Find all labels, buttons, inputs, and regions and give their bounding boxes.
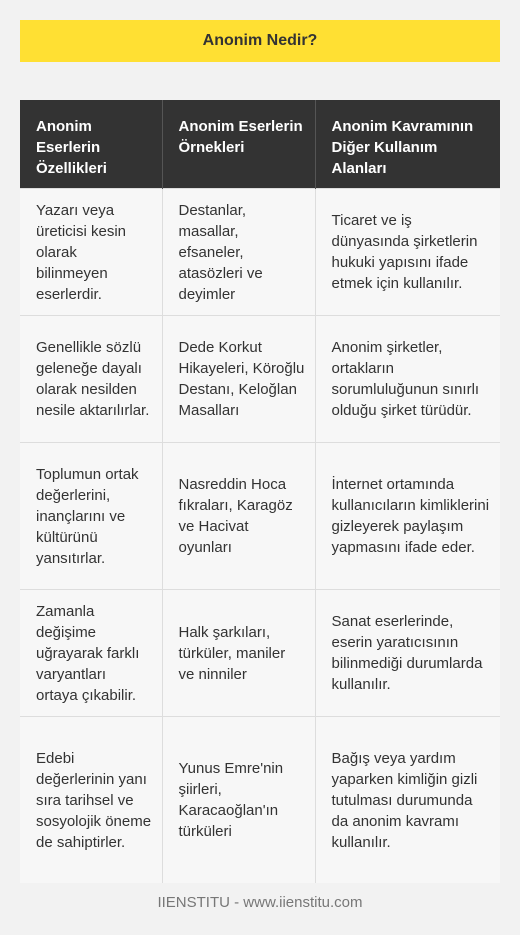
footer-credit: IIENSTITU - www.iienstitu.com bbox=[157, 894, 363, 911]
table-header-row bbox=[20, 100, 500, 189]
page-title: Anonim Nedir? bbox=[20, 20, 500, 62]
table-cell: Zamanla değişime uğrayarak farklı varyantları ortaya çıkabilir. bbox=[20, 590, 162, 717]
table-cell: Sanat eserlerinde, eserin yaratıcısının bilinmediği durumlarda kullanılır. bbox=[315, 590, 500, 717]
column-header-examples: Anonim Eserlerin Örnekleri bbox=[162, 100, 315, 189]
table-cell: Yunus Emre'nin şiirleri, Karacaoğlan'ın türküleri bbox=[162, 717, 315, 884]
table-cell: Genellikle sözlü geleneğe dayalı olarak nesilden nesile aktarılırlar. bbox=[20, 316, 162, 443]
table-row bbox=[20, 316, 500, 443]
table-row bbox=[20, 717, 500, 884]
table-row bbox=[20, 443, 500, 590]
table-cell: Toplumun ortak değerlerini, inançlarını ve kültürünü yansıtırlar. bbox=[20, 443, 162, 590]
table-cell: Dede Korkut Hikayeleri, Köroğlu Destanı, Keloğlan Masalları bbox=[162, 316, 315, 443]
table-row bbox=[20, 590, 500, 717]
table-cell: Halk şarkıları, türküler, maniler ve ninniler bbox=[162, 590, 315, 717]
table-cell: Anonim şirketler, ortakların sorumluluğunun sınırlı olduğu şirket türüdür. bbox=[315, 316, 500, 443]
table-cell: Ticaret ve iş dünyasında şirketlerin hukuki yapısını ifade etmek için kullanılır. bbox=[315, 189, 500, 316]
info-table bbox=[20, 100, 500, 883]
table-cell: İnternet ortamında kullanıcıların kimliklerini gizleyerek paylaşım yapmasını ifade eder. bbox=[315, 443, 500, 590]
table-cell: Nasreddin Hoca fıkraları, Karagöz ve Hacivat oyunları bbox=[162, 443, 315, 590]
column-header-other-uses: Anonim Kavramının Diğer Kullanım Alanları bbox=[315, 100, 500, 189]
column-header-features: Anonim Eserlerin Özellikleri bbox=[20, 100, 162, 189]
table-cell: Yazarı veya üreticisi kesin olarak bilinmeyen eserlerdir. bbox=[20, 189, 162, 316]
table-cell: Edebi değerlerinin yanı sıra tarihsel ve sosyolojik öneme de sahiptirler. bbox=[20, 717, 162, 884]
table-cell: Destanlar, masallar, efsaneler, atasözleri ve deyimler bbox=[162, 189, 315, 316]
table-cell: Bağış veya yardım yaparken kimliğin gizli tutulması durumunda da anonim kavramı kullanılır. bbox=[315, 717, 500, 884]
table-row bbox=[20, 189, 500, 316]
